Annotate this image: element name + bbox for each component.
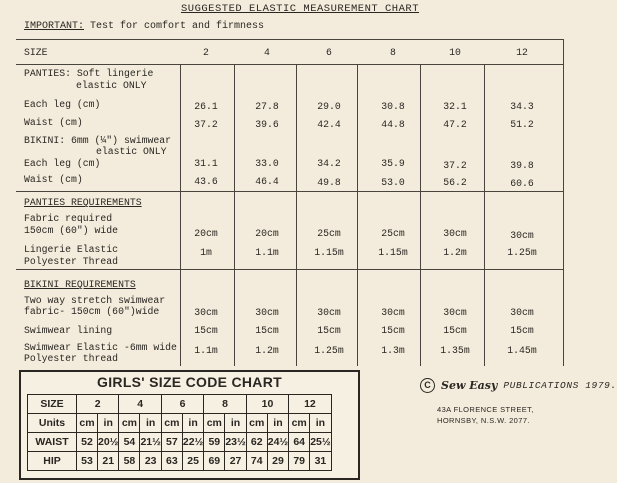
cell-value: 15cm bbox=[381, 325, 405, 336]
cell-value: 20cm bbox=[255, 228, 279, 239]
size-header: 6 bbox=[161, 395, 203, 414]
size-header: 2 bbox=[77, 395, 119, 414]
row-label: Polyester thread bbox=[24, 353, 119, 364]
hip-cell: 58 bbox=[119, 452, 140, 471]
row-label: Two way stretch swimwear bbox=[24, 295, 166, 306]
unit-cell: cm bbox=[289, 414, 310, 433]
cell-value: 31.1 bbox=[194, 158, 218, 169]
hip-cell: 79 bbox=[289, 452, 310, 471]
row-label: Each leg (cm) bbox=[24, 158, 101, 169]
address-line: 43A FLORENCE STREET, bbox=[437, 405, 534, 414]
cell-value: 30cm bbox=[510, 230, 534, 241]
grid-line bbox=[357, 64, 358, 366]
table-row bbox=[28, 433, 332, 452]
waist-cell: 52 bbox=[77, 433, 98, 452]
cell-value: 1.35m bbox=[440, 345, 470, 356]
cell-value: 27.8 bbox=[255, 101, 279, 112]
waist-cell: 54 bbox=[119, 433, 140, 452]
cell-value: 1.2m bbox=[255, 345, 279, 356]
waist-cell: 62 bbox=[246, 433, 267, 452]
section-heading: BIKINI REQUIREMENTS bbox=[24, 279, 136, 290]
grid-line bbox=[16, 64, 564, 65]
unit-cell: in bbox=[182, 414, 203, 433]
publisher-address bbox=[437, 404, 534, 426]
important-label: IMPORTANT: bbox=[24, 21, 85, 32]
cell-value: 39.6 bbox=[255, 119, 279, 130]
cell-value: 1.25m bbox=[507, 247, 537, 258]
unit-cell: in bbox=[267, 414, 288, 433]
cell-value: 39.8 bbox=[510, 160, 534, 171]
row-label: Polyester Thread bbox=[24, 256, 119, 267]
girls-chart-title: GIRLS' SIZE CODE CHART bbox=[97, 374, 282, 390]
section-heading: PANTIES REQUIREMENTS bbox=[24, 197, 142, 208]
size-header: 8 bbox=[390, 47, 396, 58]
units-label: Units bbox=[28, 414, 77, 433]
row-label: Each leg (cm) bbox=[24, 99, 101, 110]
table-row bbox=[28, 452, 332, 471]
important-text: Test for comfort and firmness bbox=[90, 21, 265, 32]
cell-value: 34.2 bbox=[317, 158, 341, 169]
publications-text: PUBLICATIONS 1979. bbox=[503, 380, 617, 391]
cell-value: 37.2 bbox=[443, 160, 467, 171]
grid-line bbox=[16, 269, 564, 270]
size-header: 4 bbox=[264, 47, 270, 58]
table-row bbox=[28, 395, 332, 414]
cell-value: 37.2 bbox=[194, 119, 218, 130]
row-label: Fabric required bbox=[24, 213, 113, 224]
row-label: Waist (cm) bbox=[24, 117, 83, 128]
hip-cell: 29 bbox=[267, 452, 288, 471]
cell-value: 30cm bbox=[317, 307, 341, 318]
row-label: fabric- 150cm (60")wide bbox=[24, 306, 160, 317]
waist-cell: 20½ bbox=[98, 433, 119, 452]
waist-cell: 22½ bbox=[182, 433, 203, 452]
waist-cell: 64 bbox=[289, 433, 310, 452]
girls-size-code-chart bbox=[19, 370, 360, 480]
cell-value: 1.3m bbox=[381, 345, 405, 356]
cell-value: 26.1 bbox=[194, 101, 218, 112]
cell-value: 53.0 bbox=[381, 177, 405, 188]
size-header: 12 bbox=[516, 47, 528, 58]
address-line: HORNSBY, N.S.W. 2077. bbox=[437, 416, 530, 425]
size-header-label: SIZE bbox=[24, 47, 48, 58]
unit-cell: cm bbox=[77, 414, 98, 433]
hip-cell: 63 bbox=[161, 452, 182, 471]
unit-cell: in bbox=[140, 414, 161, 433]
cell-value: 15cm bbox=[510, 325, 534, 336]
cell-value: 49.8 bbox=[317, 177, 341, 188]
size-header: 6 bbox=[326, 47, 332, 58]
size-label: SIZE bbox=[28, 395, 77, 414]
unit-cell: cm bbox=[161, 414, 182, 433]
cell-value: 25cm bbox=[317, 228, 341, 239]
waist-cell: 25½ bbox=[310, 433, 331, 452]
waist-label: WAIST bbox=[28, 433, 77, 452]
cell-value: 1.15m bbox=[314, 247, 344, 258]
cell-value: 30.8 bbox=[381, 101, 405, 112]
hip-cell: 69 bbox=[204, 452, 225, 471]
row-label: Swimwear lining bbox=[24, 325, 113, 336]
publisher-logo bbox=[420, 378, 617, 393]
cell-value: 1.1m bbox=[194, 345, 218, 356]
section-heading: elastic ONLY bbox=[76, 80, 147, 91]
cell-value: 35.9 bbox=[381, 158, 405, 169]
hip-cell: 53 bbox=[77, 452, 98, 471]
waist-cell: 21½ bbox=[140, 433, 161, 452]
cell-value: 44.8 bbox=[381, 119, 405, 130]
cell-value: 32.1 bbox=[443, 101, 467, 112]
cell-value: 60.6 bbox=[510, 178, 534, 189]
cell-value: 42.4 bbox=[317, 119, 341, 130]
size-header: 8 bbox=[204, 395, 246, 414]
cell-value: 29.0 bbox=[317, 101, 341, 112]
unit-cell: in bbox=[98, 414, 119, 433]
size-header: 10 bbox=[449, 47, 461, 58]
cell-value: 1.2m bbox=[443, 247, 467, 258]
cell-value: 47.2 bbox=[443, 119, 467, 130]
grid-line bbox=[484, 64, 485, 366]
page-title: SUGGESTED ELASTIC MEASUREMENT CHART bbox=[180, 3, 420, 15]
grid-line bbox=[16, 191, 564, 192]
unit-cell: cm bbox=[246, 414, 267, 433]
waist-cell: 57 bbox=[161, 433, 182, 452]
table-row bbox=[28, 414, 332, 433]
cell-value: 1m bbox=[200, 247, 212, 258]
size-header: 12 bbox=[289, 395, 331, 414]
cell-value: 30cm bbox=[510, 307, 534, 318]
hip-cell: 27 bbox=[225, 452, 246, 471]
grid-line bbox=[563, 39, 564, 366]
cell-value: 56.2 bbox=[443, 177, 467, 188]
grid-line bbox=[234, 64, 235, 366]
cell-value: 15cm bbox=[255, 325, 279, 336]
unit-cell: cm bbox=[119, 414, 140, 433]
row-label: Swimwear Elastic -6mm wide bbox=[24, 342, 177, 353]
grid-line bbox=[16, 39, 564, 40]
girls-size-table bbox=[27, 394, 332, 471]
hip-cell: 25 bbox=[182, 452, 203, 471]
cell-value: 30cm bbox=[381, 307, 405, 318]
cell-value: 34.3 bbox=[510, 101, 534, 112]
grid-line bbox=[296, 64, 297, 366]
cell-value: 30cm bbox=[194, 307, 218, 318]
section-heading: BIKINI: 6mm (¼") swimwear bbox=[24, 135, 171, 146]
size-header: 4 bbox=[119, 395, 161, 414]
cell-value: 20cm bbox=[194, 228, 218, 239]
row-label: Lingerie Elastic bbox=[24, 244, 119, 255]
cell-value: 1.25m bbox=[314, 345, 344, 356]
cell-value: 30cm bbox=[443, 228, 467, 239]
unit-cell: in bbox=[310, 414, 331, 433]
cell-value: 15cm bbox=[317, 325, 341, 336]
brand-name: Sew Easy bbox=[441, 379, 498, 392]
hip-cell: 23 bbox=[140, 452, 161, 471]
row-label: 150cm (60") wide bbox=[24, 225, 119, 236]
hip-cell: 21 bbox=[98, 452, 119, 471]
unit-cell: in bbox=[225, 414, 246, 433]
section-heading: PANTIES: Soft lingerie bbox=[24, 68, 154, 79]
unit-cell: cm bbox=[204, 414, 225, 433]
hip-label: HIP bbox=[28, 452, 77, 471]
cell-value: 33.0 bbox=[255, 158, 279, 169]
hip-cell: 31 bbox=[310, 452, 331, 471]
size-header: 10 bbox=[246, 395, 288, 414]
row-label: Waist (cm) bbox=[24, 174, 83, 185]
cell-value: 30cm bbox=[443, 307, 467, 318]
cell-value: 1.15m bbox=[378, 247, 408, 258]
waist-cell: 59 bbox=[204, 433, 225, 452]
cell-value: 1.1m bbox=[255, 247, 279, 258]
waist-cell: 24½ bbox=[267, 433, 288, 452]
cell-value: 15cm bbox=[194, 325, 218, 336]
size-header: 2 bbox=[203, 47, 209, 58]
waist-cell: 23½ bbox=[225, 433, 246, 452]
copyright-icon: C bbox=[420, 378, 435, 393]
cell-value: 46.4 bbox=[255, 176, 279, 187]
cell-value: 1.45m bbox=[507, 345, 537, 356]
cell-value: 43.6 bbox=[194, 176, 218, 187]
cell-value: 25cm bbox=[381, 228, 405, 239]
cell-value: 30cm bbox=[255, 307, 279, 318]
hip-cell: 74 bbox=[246, 452, 267, 471]
cell-value: 51.2 bbox=[510, 119, 534, 130]
cell-value: 15cm bbox=[443, 325, 467, 336]
section-heading: elastic ONLY bbox=[96, 146, 167, 157]
